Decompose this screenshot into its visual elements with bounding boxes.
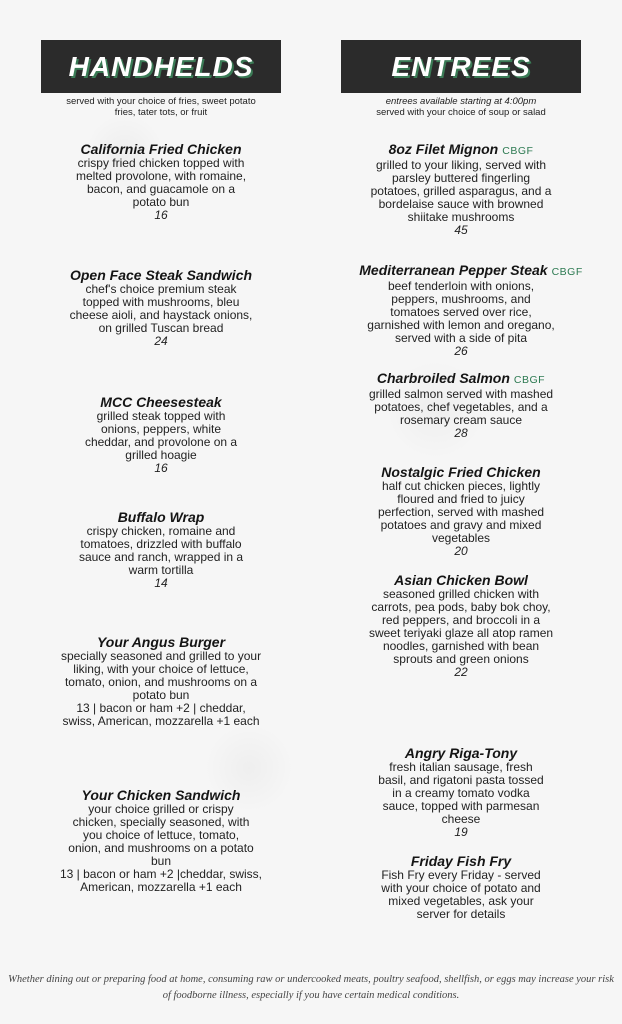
menu-item (41, 510, 281, 590)
item-description: half cut chicken pieces, lightly floured and fried to juicy perfection, served with mashed potatoes and gravy and mixed vegetables (377, 479, 545, 545)
item-name: Friday Fish Fry (410, 853, 512, 869)
item-name: Open Face Steak Sandwich (69, 267, 253, 283)
menu-item (41, 635, 281, 728)
entrees-title: ENTREES (391, 50, 531, 82)
item-description: fresh italian sausage, fresh basil, and rigatoni pasta tossed in a creamy tomato vodka sauce, topped with parmesan cheese (378, 760, 544, 826)
item-name-row (341, 142, 581, 159)
item-name: Your Angus Burger (96, 634, 226, 650)
menu-item (341, 371, 581, 440)
item-price: 16 (154, 208, 168, 222)
item-description: Fish Fry every Friday - served with your choice of potato and mixed vegetables, ask your server for details (381, 868, 541, 921)
item-description: specially seasoned and grilled to your liking, with your choice of lettuce, tomato, onion, and mushrooms on a potato bun (60, 649, 262, 702)
item-description: chef's choice premium steak topped with mushrooms, bleu cheese aioli, and haystack onions, on grilled Tuscan bread (69, 282, 253, 335)
handhelds-subtitle: served with your choice of fries, sweet potato fries, tater tots, or fruit (66, 96, 256, 118)
item-name: MCC Cheesesteak (100, 394, 222, 410)
cbgf-badge: CBGF (502, 145, 534, 157)
item-description: seasoned grilled chicken with carrots, pea pods, baby bok choy, red peppers, and broccoli in a sweet teriyaki glaze all atop ramen noodles, garnished with bean sprouts and green onions (368, 587, 554, 666)
menu-item (341, 465, 581, 558)
food-safety-disclaimer: Whether dining out or preparing food at home, consuming raw or undercooked meats, poultry seafood, shellfish, or eggs may increase your risk of foodborne illness, especially if you have certain medical conditions. (8, 974, 614, 1001)
menu-item (341, 263, 581, 358)
item-name: Mediterranean Pepper Steak (359, 262, 548, 278)
item-name: Charbroiled Salmon (376, 370, 510, 386)
item-price: 24 (154, 334, 168, 348)
menu-item (341, 142, 581, 237)
menu-item (41, 788, 281, 894)
item-price: 45 (454, 223, 468, 237)
item-price: 26 (454, 344, 468, 358)
menu-item (341, 573, 581, 679)
item-price: 16 (154, 461, 168, 475)
item-name: Your Chicken Sandwich (81, 787, 241, 803)
item-name: California Fried Chicken (80, 141, 242, 157)
item-name: Angry Riga-Tony (404, 745, 518, 761)
item-description: beef tenderloin with onions, peppers, mushrooms, and tomatoes served over rice, garnished with lemon and oregano, served with a side of pita (367, 279, 555, 345)
item-name-row (341, 371, 581, 388)
handhelds-header (41, 40, 281, 93)
item-description: crispy fried chicken topped with melted provolone, with romaine, bacon, and guacamole on a potato bun (75, 156, 247, 209)
entrees-subtitle-availability: entrees available starting at 4:00pm (385, 96, 537, 107)
item-name: Nostalgic Fried Chicken (381, 464, 541, 480)
handhelds-section (41, 40, 281, 940)
item-name: Buffalo Wrap (117, 509, 205, 525)
menu-item (41, 268, 281, 348)
item-description: grilled to your liking, served with parsley buttered fingerling potatoes, grilled asparagus, and a bordelaise sauce with browned shiitake mushrooms (370, 158, 552, 224)
item-description: grilled salmon served with mashed potatoes, chef vegetables, and a rosemary cream sauce (368, 387, 554, 427)
menu-item (41, 142, 281, 222)
item-description: your choice grilled or crispy chicken, specially seasoned, with you choice of lettuce, tomato, onion, and mushrooms on a potato bun (68, 802, 254, 868)
menu-item (341, 746, 581, 839)
menu-item (341, 854, 581, 921)
item-price: 22 (454, 665, 468, 679)
entrees-subtitle-sides: served with your choice of soup or salad (376, 106, 546, 118)
item-price: 28 (454, 426, 468, 440)
entrees-section (341, 40, 581, 940)
item-description: grilled steak topped with onions, peppers, white cheddar, and provolone on a grilled hoagie (84, 409, 238, 462)
item-price: 14 (154, 576, 168, 590)
item-addons: 13 | bacon or ham +2 |cheddar, swiss, American, mozzarella +1 each (59, 867, 262, 894)
handhelds-title: HANDHELDS (68, 50, 254, 82)
item-description: crispy chicken, romaine and tomatoes, drizzled with buffalo sauce and ranch, wrapped in a warm tortilla (78, 524, 244, 577)
item-name-row (331, 263, 611, 280)
cbgf-badge: CBGF (551, 266, 583, 278)
item-price: 20 (454, 544, 468, 558)
item-addons: 13 | bacon or ham +2 | cheddar, swiss, American, mozzarella +1 each (62, 701, 260, 728)
menu-item (41, 395, 281, 475)
item-price: 19 (454, 825, 468, 839)
cbgf-badge: CBGF (513, 374, 546, 386)
entrees-header (341, 40, 581, 93)
item-name: Asian Chicken Bowl (394, 572, 528, 588)
item-name: 8oz Filet Mignon (388, 141, 499, 157)
